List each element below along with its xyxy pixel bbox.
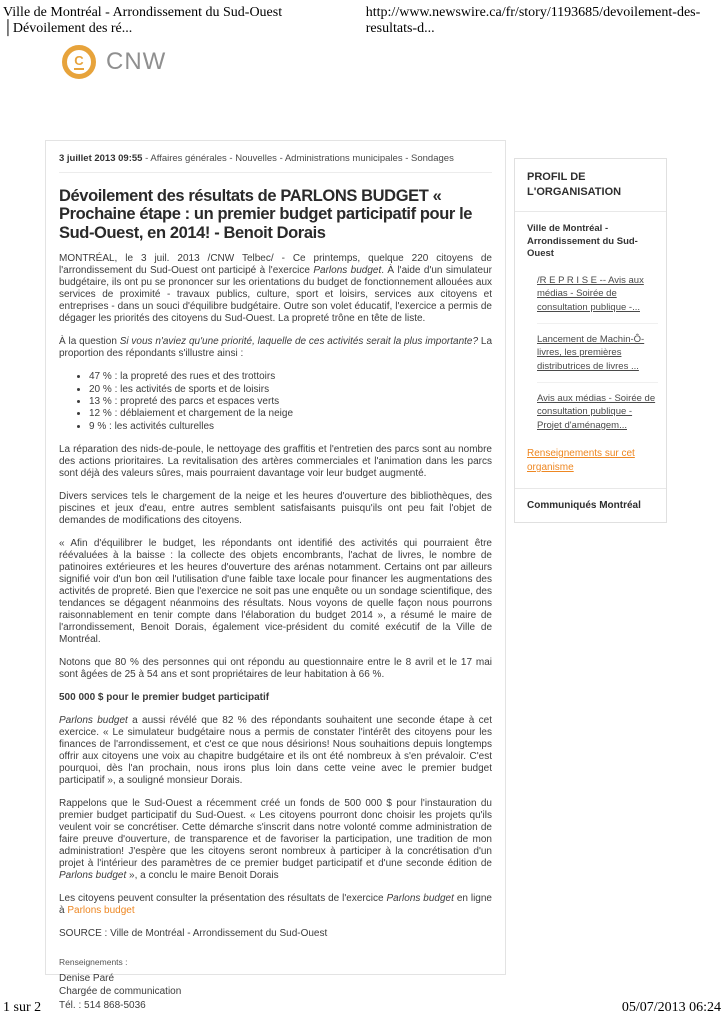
print-header-url: http://www.newswire.ca/fr/story/1193685/devoilement-des-resultats-d... [365,5,701,36]
paragraph-consult [59,893,492,917]
text-segment: Rappelons que le Sud-Ouest a récemment créé un fonds de 500 000 $ pour l'instauration du premier budget participatif du Sud-Ouest. « Les citoyens pourront donc choisir les projets qu'ils veulent voir se concrétiser. Cette démarche s'inscrit dans notre volonté comme administration de faire preuve d'ouverture, de transparence et de favoriser la participation, une tradition de mon administration! J'espère que les citoyens seront nombreux à participer à la concrétisation d'un projet à l'intérieur des paramètres de ce premier budget participatif et d'une seconde édition de [59,798,492,870]
communiques-montreal-link[interactable]: Communiqués Montréal [515,488,666,522]
related-release-link-3[interactable]: Avis aux médias - Soirée de consultation publique - Projet d'aménagem... [537,382,658,441]
cnw-logo [62,45,166,79]
print-datetime: 05/07/2013 06:24 [621,1000,721,1015]
contact-phone: Tél. : 514 868-5036 [59,999,146,1011]
text-segment-italic: Si vous n'aviez qu'une priorité, laquelle de ces activités serait la plus importante? [119,336,479,348]
text-segment: . À l'aide d'un simulateur budgétaire, ils ont pu se prononcer sur les orientations du budget de fonctionnement allouées aux services de proximité - travaux publics, culture, sport et loisirs, services aux citoyens et entreprises - dans un souci d'équilibre budgétaire. Outre son volet éducatif, l'exercice a permis de dégager les priorités des citoyens du Sud-Ouest. La propreté trône en tête de liste. [59,265,492,325]
article-title: Dévoilement des résultats de PARLONS BUDGET « Prochaine étape : un premier budget participatif pour le Sud-Ouest, en 2014! - Benoit Dorais [59,186,473,242]
priority-results-list [89,371,492,433]
print-header-title: Ville de Montréal - Arrondissement du Sud-Ouest │Dévoilement des ré... [3,5,283,36]
paragraph-actions: La réparation des nids-de-poule, le nettoyage des graffitis et l'entretien des parcs sont au nombre des actions prioritaires. La revitalisation des artères commerciales et l'animation dans les parcs sont déjà des valeurs sûres, mais pourraient davantage voir leur budget augmenté. [59,444,492,480]
list-item: • 13 % : propreté des parcs et espaces verts [89,396,492,408]
paragraph-intro [59,253,492,325]
print-header [3,5,721,37]
contact-label: Renseignements : [59,957,128,968]
related-releases-list [537,265,658,441]
paragraph-second-step [59,715,492,787]
paragraph-demographics: Notons que 80 % des personnes qui ont répondu au questionnaire entre le 8 avril et le 17 mai sont âgées de 25 à 54 ans et sont propriétaires de leur habitation à 66 %. [59,657,492,681]
paragraph-question [59,336,492,360]
organization-info-link[interactable]: Renseignements sur cet organisme [527,447,635,473]
text-segment: MONTRÉAL, le 3 juil. 2013 /CNW Telbec/ - Ce printemps, quelque 220 citoyens de l'arrondissement du Sud-Ouest ont participé à l'exercice [59,253,492,277]
text-segment-italic: Parlons budget [59,715,128,727]
related-release-link-1[interactable]: /R E P R I S E -- Avis aux médias - Soirée de consultation publique -... [537,275,644,313]
list-item: • 47 % : la propreté des rues et des trottoirs [89,371,492,383]
paragraph-services: Divers services tels le chargement de la neige et les heures d'ouverture des bibliothèques, des piscines et jeux d'eau, entre autres semblent satisfaisants puisqu'ils ont peu fait l'objet de demandes de modifications des citoyens. [59,491,492,527]
text-segment-italic: Parlons budget [386,893,454,905]
text-segment: », a conclu le maire Benoit Dorais [126,870,279,882]
related-release-link-2[interactable]: Lancement de Machin-Ô-livres, les premières distributrices de livres ... [537,323,658,382]
article-panel [45,140,506,1011]
profile-header: PROFIL DE L'ORGANISATION [515,159,666,212]
page-number: 1 sur 2 [3,1000,42,1015]
contact-name: Denise Paré [59,972,115,984]
text-segment: À la question [59,336,120,348]
text-segment: Les citoyens peuvent consulter la présentation des résultats de l'exercice [59,893,387,905]
cnw-c-glyph: C [74,53,84,68]
organization-profile-panel [514,158,667,523]
text-segment: a aussi révélé que 82 % des répondants souhaitent une seconde étape à cet exercice. « Le simulateur budgétaire nous a permis de constater l'intérêt des citoyens pour les finances de l'arrondissement, et c'est ce que nous désirions! Nous souhaitions depuis longtemps offrir aux citoyens une voix au chapitre budgétaire et ils ont été nombreux à s'en prévaloir. C'est pourquoi, dès l'an prochain, nous irons plus loin dans cette veine avec le premier budget participatif », a souligné monsieur Dorais. [59,715,492,787]
article-date: 3 juillet 2013 09:55 [59,153,143,164]
paragraph-fund [59,798,492,882]
list-item: • 12 % : déblaiement et chargement de la neige [89,408,492,420]
print-footer [3,1000,721,1016]
paragraph-quote-mayor: « Afin d'équilibrer le budget, les répondants ont identifié des activités qui pourraient être réévaluées à la baisse : la collecte des objets encombrants, l'achat de livres, le nombre de patinoires extérieures et les heures d'ouverture des arénas notamment. Certains ont par ailleurs signifié voir d'un bon œil l'utilisation d'une faible taxe locale pour financer les augmentations des activités de propreté. Bien que l'exercice ne soit pas une enquête ou un sondage scientifique, des tendances se dégagent néanmoins des résultats. Nous voyons de quelle façon nous pourrons raisonnablement en tenir compte dans l'élaboration du budget 2014 », a résumé le maire de l'arrondissement, Benoit Dorais, également vice-président du comité exécutif de la Ville de Montréal. [59,538,492,646]
text-segment: La proportion des répondants s'illustre ainsi : [59,336,492,360]
list-item: • 9 % : les activités culturelles [89,421,492,433]
source-line: SOURCE : Ville de Montréal - Arrondissement du Sud-Ouest [59,928,328,940]
parlons-budget-link[interactable]: Parlons budget [67,905,135,917]
contact-role: Chargée de communication [59,986,182,998]
article-meta [59,152,492,173]
article-categories: - Affaires générales - Nouvelles - Administrations municipales - Sondages [142,153,454,164]
article-body [59,253,492,1012]
organization-name: Ville de Montréal - Arrondissement du Sud-Ouest [527,222,638,260]
cnw-logo-text: CNW [106,48,167,75]
text-segment-italic: Parlons budget [59,870,127,882]
cnw-circle-c-icon [62,45,96,79]
list-item: • 20 % : les activités de sports et de loisirs [89,384,492,396]
text-segment: en ligne à [59,893,492,917]
section-subheading: 500 000 $ pour le premier budget participatif [59,692,270,704]
text-segment-italic: Parlons budget [313,265,382,277]
